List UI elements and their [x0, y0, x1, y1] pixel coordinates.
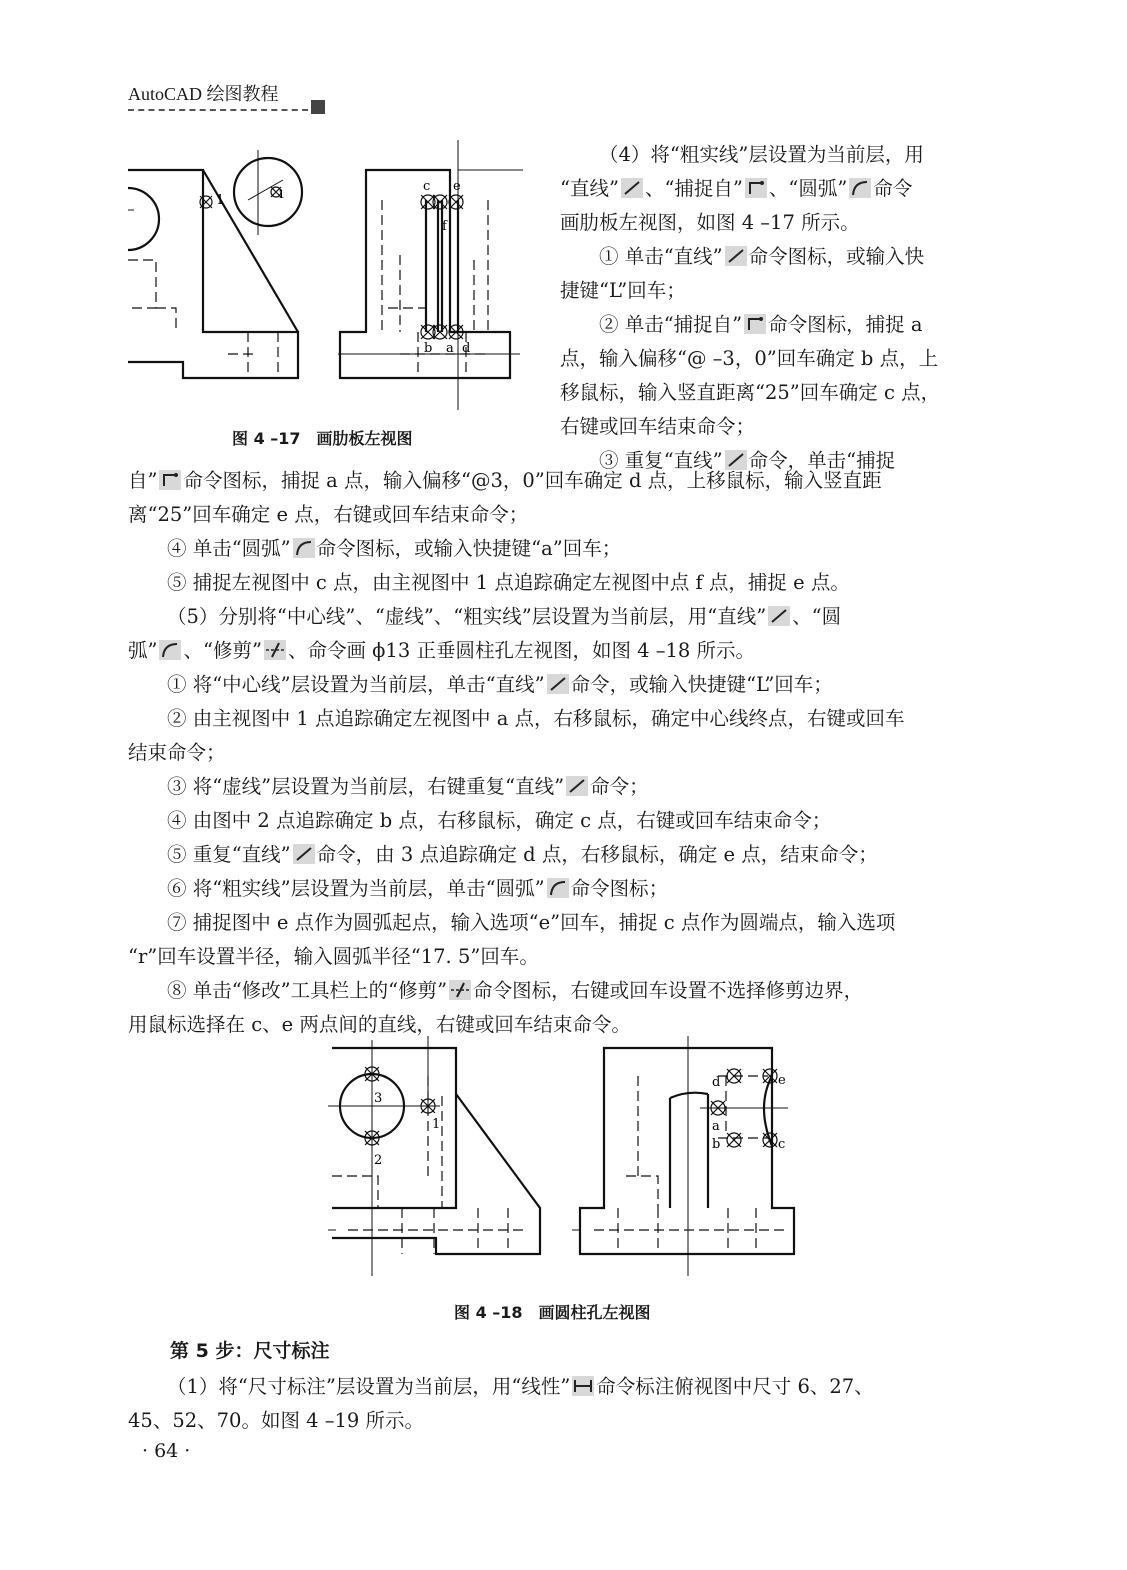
para-5-1: ① 将“中心线”层设置为当前层，单击“直线” 命令，或输入快捷键“L”回车；: [167, 673, 833, 696]
fig417-label-d: d: [462, 341, 471, 356]
arc-tool-icon: [547, 878, 569, 898]
fig417-label-1-inset: 1: [278, 188, 285, 201]
snap-from-icon: [745, 178, 767, 198]
fig417-label-c: c: [423, 179, 431, 194]
para-5-7: ⑦ 捕捉图中 e 点作为圆弧起点，输入选项“e”回车，捕捉 c 点作为圆端点，输入选项: [167, 911, 896, 934]
fig417-label-f: f: [442, 219, 447, 234]
para-4-2: ② 单击“捕捉自” 命令图标，捕捉 a: [599, 313, 923, 336]
page-number: · 64 ·: [142, 1440, 191, 1462]
body-text: [128, 464, 1008, 1042]
trim-tool-icon: [264, 640, 286, 660]
trim-tool-icon: [449, 980, 471, 1000]
step5-heading: 第 5 步：尺寸标注: [170, 1340, 330, 1362]
step5-text: [128, 1370, 1008, 1438]
running-header: AutoCAD 绘图教程: [128, 84, 279, 104]
para-5-5: ⑤ 重复“直线” 命令，由 3 点追踪确定 d 点，右移鼠标，确定 e 点，结束命令；: [167, 843, 878, 866]
header-marker: [311, 100, 325, 114]
para-4-line2: “直线” 、“捕捉自” 、“圆弧” 命令: [560, 177, 913, 200]
para-4-3: ③ 重复“直线” 命令，单击“捕捉: [599, 449, 896, 472]
para-4-1: ① 单击“直线” 命令图标，或输入快: [599, 245, 925, 268]
para-4-5: ⑤ 捕捉左视图中 c 点，由主视图中 1 点追踪确定左视图中点 f 点，捕捉 e 点。: [167, 571, 850, 594]
fig418-label-2: 2: [374, 1153, 383, 1168]
fig418-label-c: c: [778, 1137, 786, 1152]
fig417-label-a: a: [446, 341, 454, 356]
arc-tool-icon: [159, 640, 181, 660]
para-5-6: ⑥ 将“粗实线”层设置为当前层，单击“圆弧” 命令图标；: [167, 877, 669, 900]
para-4-2-cont1: 点，输入偏移“@ –3，0”回车确定 b 点，上: [560, 347, 939, 370]
fig417-label-e: e: [453, 179, 461, 194]
snap-from-icon: [159, 470, 181, 490]
para-5-7-cont: “r”回车设置半径，输入圆弧半径“17. 5”回车。: [128, 945, 539, 968]
para-4-2-cont2: 移鼠标，输入竖直距离“25”回车确定 c 点，: [560, 381, 941, 404]
para-5-3: ③ 将“虚线”层设置为当前层，右键重复“直线” 命令；: [167, 775, 649, 798]
figure-4-18: [328, 1036, 808, 1281]
top-right-text: [560, 138, 1000, 478]
fig418-label-d: d: [712, 1075, 721, 1090]
step5-para-1: （1）将“尺寸标注”层设置为当前层，用“线性” 命令标注俯视图中尺寸 6、27、: [167, 1375, 874, 1398]
para-4-1-cont: 捷键“L”回车；: [560, 279, 686, 302]
para-5-8-cont: 用鼠标选择在 c、e 两点间的直线，右键或回车结束命令。: [128, 1013, 631, 1036]
header-rule: [128, 109, 308, 111]
fig418-label-1: 1: [432, 1117, 441, 1132]
para-5-2-cont: 结束命令；: [128, 741, 226, 764]
fig417-label-1: 1: [216, 193, 225, 208]
step5-para-1-cont: 45、52、70。如图 4 –19 所示。: [128, 1409, 425, 1432]
fig418-label-a: a: [712, 1119, 720, 1134]
line-tool-icon: [566, 776, 588, 796]
para-4-2-cont3: 右键或回车结束命令；: [560, 415, 756, 438]
para-4-line1: （4）将“粗实线”层设置为当前层，用: [599, 143, 924, 166]
para-4-line3: 画肋板左视图，如图 4 –17 所示。: [560, 211, 860, 234]
line-tool-icon: [547, 674, 569, 694]
para-5-cont: 弧” 、“修剪” 、命令画 ϕ13 正垂圆柱孔左视图，如图 4 –18 所示。: [128, 639, 756, 662]
line-tool-icon: [725, 246, 747, 266]
para-4-3-cont: 自” 命令图标，捕捉 a 点，输入偏移“@3，0”回车确定 d 点，上移鼠标，输入竖直距: [128, 469, 882, 492]
line-tool-icon: [293, 844, 315, 864]
para-5: （5）分别将“中心线”、“虚线”、“粗实线”层设置为当前层，用“直线” 、“圆: [167, 605, 842, 628]
fig418-label-b: b: [712, 1137, 721, 1152]
fig417-label-b: b: [424, 341, 433, 356]
para-5-2: ② 由主视图中 1 点追踪确定左视图中 a 点，右移鼠标，确定中心线终点，右键或回车: [167, 707, 905, 730]
line-tool-icon: [768, 606, 790, 626]
para-4-3-cont2: 离“25”回车确定 e 点，右键或回车结束命令；: [128, 503, 529, 526]
arc-tool-icon: [849, 178, 871, 198]
para-5-8: ⑧ 单击“修改”工具栏上的“修剪” 命令图标，右键或回车设置不选择修剪边界，: [167, 979, 864, 1002]
snap-from-icon: [744, 314, 766, 334]
para-5-4: ④ 由图中 2 点追踪确定 b 点，右移鼠标，确定 c 点，右键或回车结束命令；: [167, 809, 832, 832]
arc-tool-icon: [293, 538, 315, 558]
figure-4-17-caption: 图 4 –17 画肋板左视图: [232, 429, 413, 448]
fig418-label-3: 3: [374, 1091, 383, 1106]
figure-4-17: [128, 140, 528, 420]
fig418-label-e: e: [778, 1073, 786, 1088]
linear-dimension-icon: [572, 1376, 594, 1396]
figure-4-18-caption: 图 4 –18 画圆柱孔左视图: [454, 1303, 651, 1322]
line-tool-icon: [621, 178, 643, 198]
para-4-4: ④ 单击“圆弧” 命令图标，或输入快捷键“a”回车；: [167, 537, 622, 560]
